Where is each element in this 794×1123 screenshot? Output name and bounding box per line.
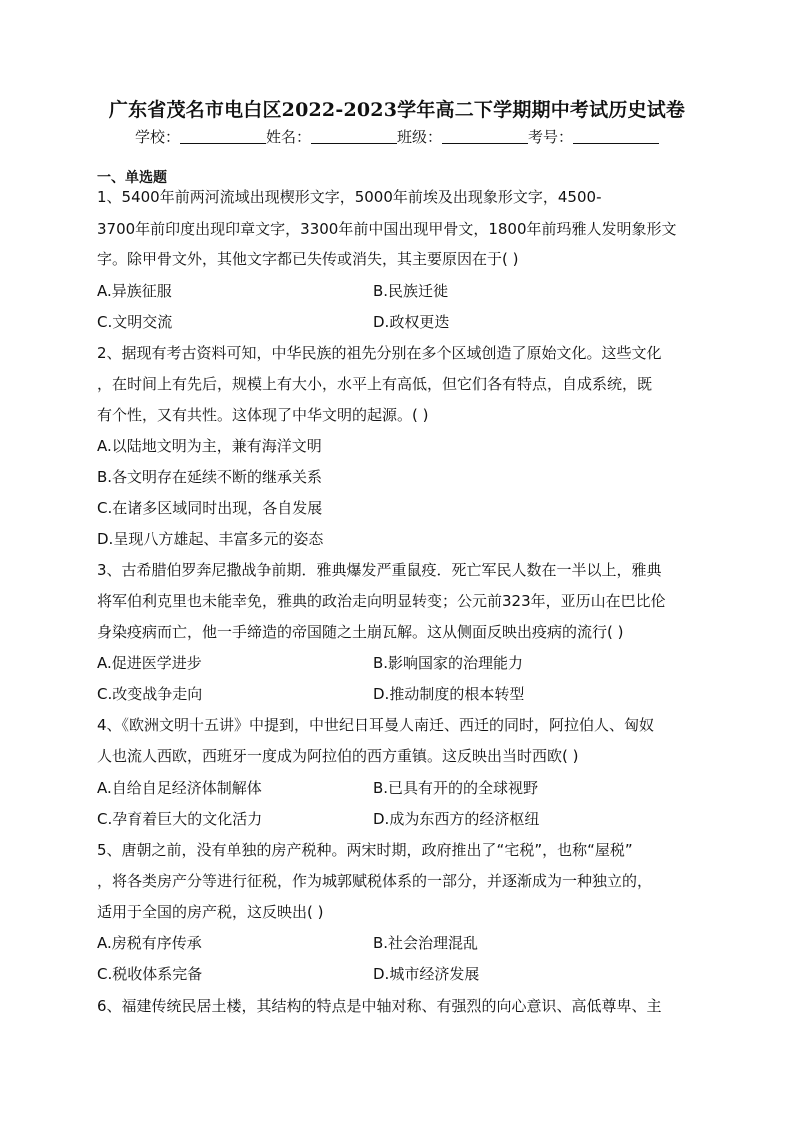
question-2-line-1: 2、据现有考古资料可知，中华民族的祖先分别在多个区域创造了原始文化。这些文化 <box>97 344 662 362</box>
question-5-line-2: ，将各类房产分等进行征税，作为城郭赋税体系的一部分，并逐渐成为一种独立的， <box>97 872 653 890</box>
question-1-option-b[interactable]: B.民族迁徙 <box>373 282 449 300</box>
class-blank[interactable] <box>442 129 528 144</box>
question-2-option-a[interactable]: A.以陆地文明为主，兼有海洋文明 <box>97 437 322 455</box>
question-5-option-a[interactable]: A.房税有序传承 <box>97 934 202 952</box>
question-6-line-1: 6、福建传统民居土楼，其结构的特点是中轴对称、有强烈的向心意识、高低尊卑、主 <box>97 997 662 1015</box>
school-blank[interactable] <box>180 129 266 144</box>
exam-number-label: 考号： <box>528 128 574 146</box>
question-3-line-3: 身染疫病而亡，他一手缔造的帝国随之土崩瓦解。这从侧面反映出疫病的流行( ) <box>97 623 624 641</box>
question-4-line-1: 4、《欧洲文明十五讲》中提到，中世纪日耳曼人南迁、西迁的同时，阿拉伯人、匈奴 <box>97 716 655 734</box>
exam-title: 广东省茂名市电白区2022-2023学年高二下学期期中考试历史试卷 <box>108 99 686 121</box>
question-1-option-a[interactable]: A.异族征服 <box>97 282 172 300</box>
question-1-option-c[interactable]: C.文明交流 <box>97 313 173 331</box>
question-2-line-3: 有个性，又有共性。这体现了中华文明的起源。( ) <box>97 406 429 424</box>
question-4-option-a[interactable]: A.自给自足经济体制解体 <box>97 779 262 797</box>
question-1-line-1: 1、5400年前两河流域出现楔形文字，5000年前埃及出现象形文字，4500- <box>97 188 602 206</box>
name-blank[interactable] <box>311 129 397 144</box>
question-3-line-2: 将军伯利克里也未能幸免，雅典的政治走向明显转变；公元前323年，亚历山在巴比伦 <box>97 592 666 610</box>
question-4-option-c[interactable]: C.孕育着巨大的文化活力 <box>97 810 263 828</box>
question-3-option-b[interactable]: B.影响国家的治理能力 <box>373 654 524 672</box>
exam-number-blank[interactable] <box>573 129 659 144</box>
name-label: 姓名： <box>265 128 311 146</box>
question-2-option-d[interactable]: D.呈现八方雄起、丰富多元的姿态 <box>97 530 324 548</box>
question-4-line-2: 人也流人西欧，西班牙一度成为阿拉伯的西方重镇。这反映出当时西欧( ) <box>97 747 579 765</box>
question-3-option-a[interactable]: A.促进医学进步 <box>97 654 202 672</box>
question-4-option-d[interactable]: D.成为东西方的经济枢纽 <box>373 810 540 828</box>
school-label: 学校： <box>134 128 180 146</box>
question-5-option-c[interactable]: C.税收体系完备 <box>97 965 203 983</box>
question-3-option-d[interactable]: D.推动制度的根本转型 <box>373 685 525 703</box>
question-1-option-d[interactable]: D.政权更迭 <box>373 313 450 331</box>
question-2-option-c[interactable]: C.在诸多区域同时出现，各自发展 <box>97 499 323 517</box>
section-title: 一、单选题 <box>97 170 167 186</box>
question-3-option-c[interactable]: C.改变战争走向 <box>97 685 203 703</box>
question-2-option-b[interactable]: B.各文明存在延续不断的继承关系 <box>97 468 323 486</box>
question-1-line-2: 3700年前印度出现印章文字，3300年前中国出现甲骨文，1800年前玛雅人发明象形文 <box>97 220 677 238</box>
question-4-option-b[interactable]: B.已具有开的的全球视野 <box>373 779 539 797</box>
question-5-option-b[interactable]: B.社会治理混乱 <box>373 934 479 952</box>
question-5-line-3: 适用于全国的房产税，这反映出( ) <box>97 903 324 921</box>
student-info-line <box>0 126 794 147</box>
question-5-option-d[interactable]: D.城市经济发展 <box>373 965 480 983</box>
question-3-line-1: 3、古希腊伯罗奔尼撒战争前期．雅典爆发严重鼠疫．死亡军民人数在一半以上，雅典 <box>97 561 662 579</box>
question-1-line-3: 字。除甲骨文外，其他文字都已失传或消失，其主要原因在于( ) <box>97 250 519 268</box>
class-label: 班级： <box>397 128 443 146</box>
question-2-line-2: ，在时间上有先后，规模上有大小，水平上有高低，但它们各有特点，自成系统，既 <box>97 375 653 393</box>
question-5-line-1: 5、唐朝之前，没有单独的房产税种。两宋时期，政府推出了“宅税”，也称“屋税” <box>97 841 633 859</box>
